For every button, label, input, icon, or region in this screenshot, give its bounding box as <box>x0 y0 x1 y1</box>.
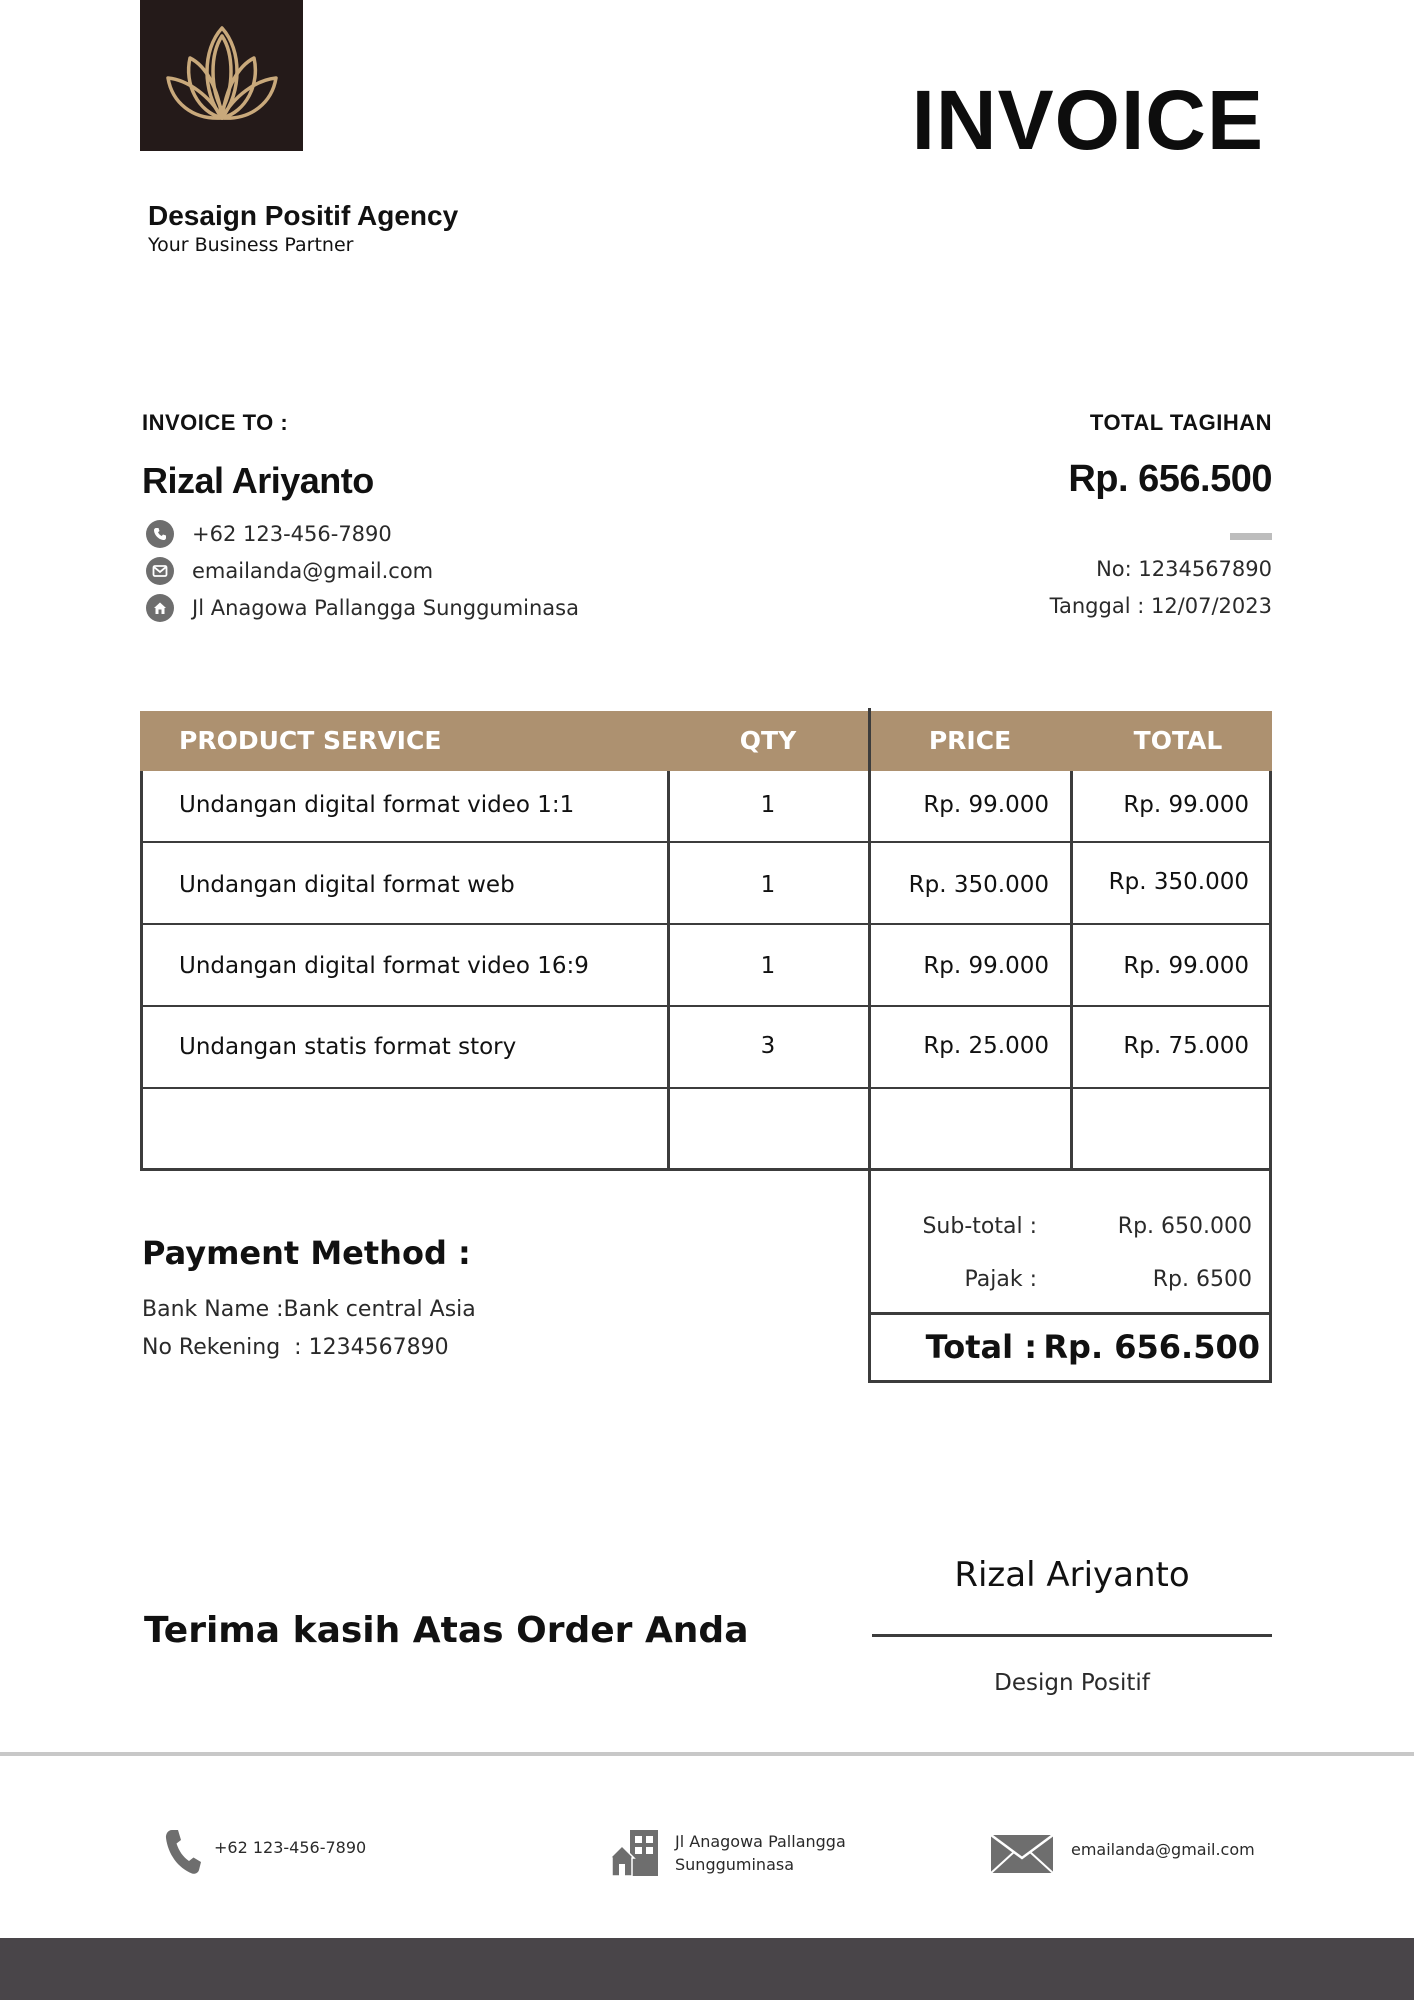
invoice-date: Tanggal : 12/07/2023 <box>1049 594 1272 618</box>
envelope-icon <box>990 1834 1054 1878</box>
client-phone: +62 123-456-7890 <box>192 522 392 546</box>
cell-qty: 1 <box>760 872 776 898</box>
grand-total-label: Total : <box>925 1328 1037 1366</box>
cell-qty: 1 <box>760 953 776 979</box>
totals-border-bottom <box>868 1380 1272 1383</box>
invoice-title: INVOICE <box>911 73 1264 167</box>
subtotal-value: Rp. 650.000 <box>1117 1214 1252 1239</box>
cell-product: Undangan digital format web <box>179 872 515 898</box>
cell-price: Rp. 25.000 <box>923 1033 1049 1059</box>
col-qty-header: QTY <box>739 726 797 755</box>
cell-product: Undangan digital format video 16:9 <box>179 953 589 979</box>
phone-icon <box>164 1828 202 1880</box>
cell-total: Rp. 350.000 <box>1108 869 1249 895</box>
tax-value: Rp. 6500 <box>1152 1267 1252 1292</box>
home-icon <box>146 594 174 622</box>
invoice-number: No: 1234567890 <box>1096 557 1272 581</box>
agency-name: Desaign Positif Agency <box>148 200 459 231</box>
logo <box>140 0 303 151</box>
account-number: No Rekening : 1234567890 <box>142 1335 449 1360</box>
client-address-row <box>146 594 579 622</box>
row-divider <box>140 923 1272 925</box>
total-tagihan-value: Rp. 656.500 <box>1068 458 1272 500</box>
grand-total-value: Rp. 656.500 <box>1043 1328 1260 1366</box>
invoice-to-label: INVOICE TO : <box>142 410 289 435</box>
row-divider <box>140 1005 1272 1007</box>
client-phone-row <box>146 520 392 548</box>
subtotal-label: Sub-total : <box>922 1214 1037 1239</box>
divider-dash <box>1230 533 1272 540</box>
signer-name: Rizal Ariyanto <box>954 1555 1190 1595</box>
tax-label: Pajak : <box>964 1267 1037 1292</box>
agency-tagline: Your Business Partner <box>148 234 354 256</box>
cell-qty: 3 <box>760 1033 776 1059</box>
footer-bar <box>0 1938 1414 2000</box>
cell-product: Undangan statis format story <box>179 1034 517 1060</box>
cell-price: Rp. 350.000 <box>908 872 1049 898</box>
lotus-logo-icon <box>162 22 282 130</box>
client-name: Rizal Ariyanto <box>142 460 374 501</box>
row-divider <box>140 841 1272 843</box>
footer-address-line1: Jl Anagowa Pallangga <box>675 1832 846 1851</box>
client-email-row <box>146 557 433 585</box>
cell-total: Rp. 99.000 <box>1123 953 1249 979</box>
footer-divider <box>0 1752 1414 1756</box>
bank-name: Bank Name :Bank central Asia <box>142 1297 476 1322</box>
mail-icon <box>146 557 174 585</box>
table-border-left <box>140 771 143 1171</box>
cell-total: Rp. 75.000 <box>1123 1033 1249 1059</box>
total-tagihan-label: TOTAL TAGIHAN <box>1089 410 1272 435</box>
cell-product: Undangan digital format video 1:1 <box>179 792 575 818</box>
cell-price: Rp. 99.000 <box>923 792 1049 818</box>
col-total-header: TOTAL <box>1133 726 1223 755</box>
footer-email: emailanda@gmail.com <box>1071 1840 1255 1859</box>
payment-method-title: Payment Method : <box>142 1234 471 1272</box>
cell-total: Rp. 99.000 <box>1123 792 1249 818</box>
client-email: emailanda@gmail.com <box>192 559 434 583</box>
table-border-right <box>1269 771 1272 1383</box>
phone-icon <box>146 520 174 548</box>
thank-you-message: Terima kasih Atas Order Anda <box>144 1610 749 1651</box>
col-product-header: PRODUCT SERVICE <box>179 726 442 755</box>
building-icon <box>608 1828 660 1882</box>
cell-price: Rp. 99.000 <box>923 953 1049 979</box>
footer-address-line2: Sungguminasa <box>675 1855 795 1874</box>
signer-role: Design Positif <box>994 1670 1150 1696</box>
table-border-bottom <box>140 1168 1272 1171</box>
signature-line <box>872 1634 1272 1637</box>
row-divider <box>140 1087 1272 1089</box>
cell-qty: 1 <box>760 792 776 818</box>
footer-phone: +62 123-456-7890 <box>214 1838 367 1857</box>
totals-divider <box>868 1312 1272 1315</box>
col-price-header: PRICE <box>928 726 1012 755</box>
client-address: Jl Anagowa Pallangga Sungguminasa <box>192 596 579 620</box>
